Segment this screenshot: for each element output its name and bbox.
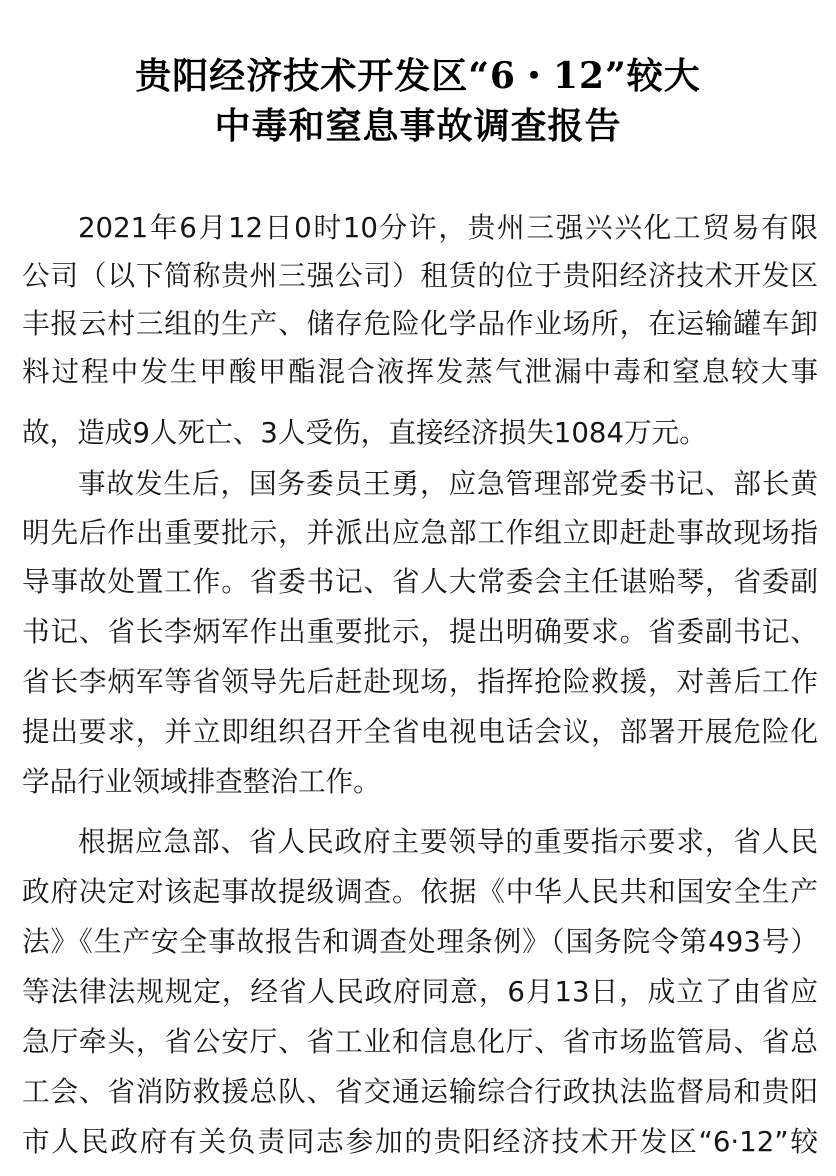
paragraph-line: 工会、省消防救援总队、省交通运输综合行政执法监督局和贵阳	[22, 1075, 818, 1108]
paragraph-line: 法》《生产安全事故报告和调查处理条例》（国务院令第493号）	[22, 925, 818, 958]
paragraph-line: 公司（以下简称贵州三强公司）租赁的位于贵阳经济技术开发区	[22, 259, 818, 292]
paragraph-line: 2021年6月12日0时10分许，贵州三强兴兴化工贸易有限	[78, 211, 818, 244]
paragraph-line: 明先后作出重要批示，并派出应急部工作组立即赶赴事故现场指	[22, 516, 818, 549]
paragraph-line: 料过程中发生甲酸甲酯混合液挥发蒸气泄漏中毒和窒息较大事	[22, 355, 818, 388]
paragraph-line: 根据应急部、省人民政府主要领导的重要指示要求，省人民	[78, 825, 818, 858]
paragraph-line: 等法律法规规定，经省人民政府同意，6月13日，成立了由省应	[22, 975, 818, 1008]
paragraph-line: 提出要求，并立即组织召开全省电视电话会议，部署开展危险化	[22, 715, 818, 748]
paragraph-line: 学品行业领域排查整治工作。	[22, 765, 381, 798]
paragraph-line: 故，造成9人死亡、3人受伤，直接经济损失1084万元。	[22, 416, 707, 449]
paragraph-line: 事故发生后，国务委员王勇，应急管理部党委书记、部长黄	[78, 467, 818, 500]
paragraph-line: 书记、省长李炳军作出重要批示，提出明确要求。省委副书记、	[22, 615, 818, 648]
paragraph-line: 省长李炳军等省领导先后赶赴现场，指挥抢险救援，对善后工作	[22, 665, 818, 698]
paragraph-line: 丰报云村三组的生产、储存危险化学品作业场所，在运输罐车卸	[22, 307, 818, 340]
report-title-line-1: 贵阳经济技术开发区“6・12”较大	[135, 55, 701, 97]
paragraph-line: 导事故处置工作。省委书记、省人大常委会主任谌贻琴，省委副	[22, 565, 818, 598]
paragraph-line: 急厅牵头，省公安厅、省工业和信息化厅、省市场监管局、省总	[22, 1025, 818, 1058]
report-title-line-2: 中毒和窒息事故调查报告	[214, 105, 622, 147]
paragraph-line: 市人民政府有关负责同志参加的贵阳经济技术开发区“6·12”较	[22, 1125, 818, 1158]
paragraph-line: 政府决定对该起事故提级调查。依据《中华人民共和国安全生产	[22, 875, 818, 908]
